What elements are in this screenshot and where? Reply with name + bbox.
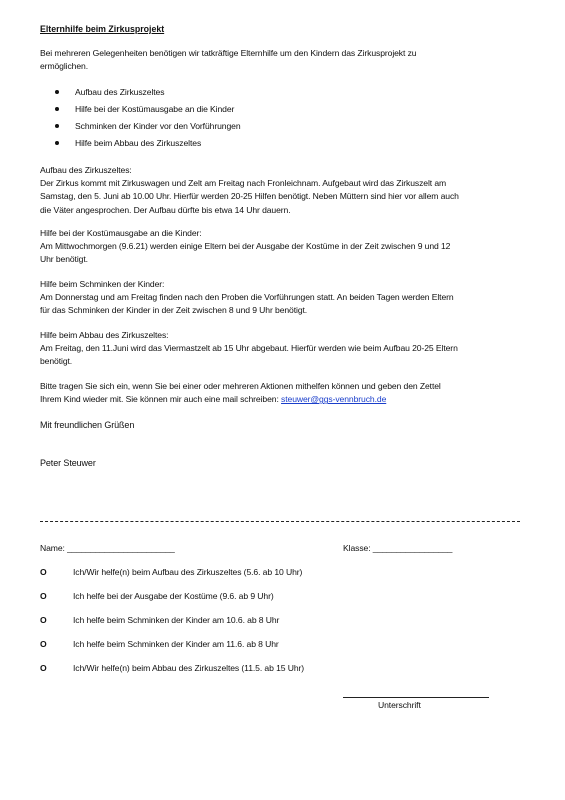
section-aufbau <box>40 164 530 217</box>
section-line: Uhr benötigt. <box>40 254 88 265</box>
closing-paragraph <box>40 380 530 406</box>
section-line: die Väter angesprochen. Der Aufbau dürfte bis etwa 14 Uhr dauern. <box>40 204 291 215</box>
task-list-item: Schminken der Kinder vor den Vorführungen <box>55 118 241 135</box>
section-heading: Hilfe beim Schminken der Kinder: <box>40 279 165 289</box>
name-field[interactable]: Name: _______________________ <box>40 543 175 553</box>
section-line: Am Donnerstag und am Freitag finden nach den Proben die Vorführungen statt. An beiden Tagen werden Eltern <box>40 292 454 303</box>
page-title: Elternhilfe beim Zirkusprojekt <box>40 24 165 34</box>
option-label: Ich/Wir helfe(n) beim Abbau des Zirkuszeltes (11.5. ab 15 Uhr) <box>73 663 305 673</box>
section-line: für das Schminken der Kinder in der Zeit zwischen 8 und 9 Uhr benötigt. <box>40 305 308 316</box>
greeting: Mit freundlichen Grüßen <box>40 420 135 430</box>
signature-label: Unterschrift <box>378 700 421 710</box>
closing-line: Ihrem Kind wieder mit. Sie können mir auch eine mail schreiben: steuwer@ggs-vennbruch.de <box>40 394 387 405</box>
option-label: Ich/Wir helfe(n) beim Aufbau des Zirkuszeltes (5.6. ab 10 Uhr) <box>73 567 303 577</box>
section-kostueme <box>40 227 530 267</box>
option-label: Ich helfe beim Schminken der Kinder am 11.6. ab 8 Uhr <box>73 639 279 649</box>
intro-line: Bei mehreren Gelegenheiten benötigen wir tatkräftige Elternhilfe um den Kindern das Zirkusprojekt zu <box>40 48 417 58</box>
task-list-item: Aufbau des Zirkuszeltes <box>55 84 241 101</box>
option-label: Ich helfe bei der Ausgabe der Kostüme (9.6. ab 9 Uhr) <box>73 591 274 601</box>
option-checkbox[interactable]: O <box>40 567 47 577</box>
option-checkbox[interactable]: O <box>40 663 47 673</box>
email-link[interactable]: steuwer@ggs-vennbruch.de <box>281 394 387 405</box>
option-checkbox[interactable]: O <box>40 591 47 601</box>
section-line: Am Freitag, den 11.Juni wird das Viermastzelt ab 15 Uhr abgebaut. Hierfür werden wie beim Aufbau 20-25 Eltern <box>40 343 458 354</box>
section-line: Samstag, den 5. Juni ab 10.00 Uhr. Hierfür werden 20-25 Hilfen benötigt. Neben Müttern sind hier vor allem auch <box>40 191 459 202</box>
bullet-icon <box>55 141 59 145</box>
intro-paragraph <box>40 47 530 73</box>
closing-line: Bitte tragen Sie sich ein, wenn Sie bei einer oder mehreren Aktionen mithelfen können und geben den Zettel <box>40 381 441 391</box>
task-list <box>55 84 241 152</box>
section-line: Am Mittwochmorgen (9.6.21) werden einige Eltern bei der Ausgabe der Kostüme in der Zeit zwischen 9 und 12 <box>40 241 451 252</box>
section-line: Der Zirkus kommt mit Zirkuswagen und Zelt am Freitag nach Fronleichnam. Aufgebaut wird das Zirkuszelt am <box>40 178 447 189</box>
task-list-item: Hilfe bei der Kostümausgabe an die Kinder <box>55 101 241 118</box>
section-heading: Hilfe bei der Kostümausgabe an die Kinder: <box>40 228 202 238</box>
bullet-icon <box>55 124 59 128</box>
intro-line: ermöglichen. <box>40 61 89 72</box>
sender-name: Peter Steuwer <box>40 458 96 468</box>
bullet-icon <box>55 107 59 111</box>
option-label: Ich helfe beim Schminken der Kinder am 10.6. ab 8 Uhr <box>73 615 280 625</box>
section-heading: Aufbau des Zirkuszeltes: <box>40 165 132 175</box>
signature-line[interactable] <box>343 697 489 698</box>
section-line: benötigt. <box>40 356 73 367</box>
bullet-icon <box>55 90 59 94</box>
section-abbau <box>40 329 530 369</box>
option-checkbox[interactable]: O <box>40 639 47 649</box>
task-list-item: Hilfe beim Abbau des Zirkuszeltes <box>55 135 241 152</box>
option-checkbox[interactable]: O <box>40 615 47 625</box>
section-schminken <box>40 278 530 318</box>
cut-line <box>40 521 520 522</box>
section-heading: Hilfe beim Abbau des Zirkuszeltes: <box>40 330 169 340</box>
class-field[interactable]: Klasse: _________________ <box>343 543 453 553</box>
